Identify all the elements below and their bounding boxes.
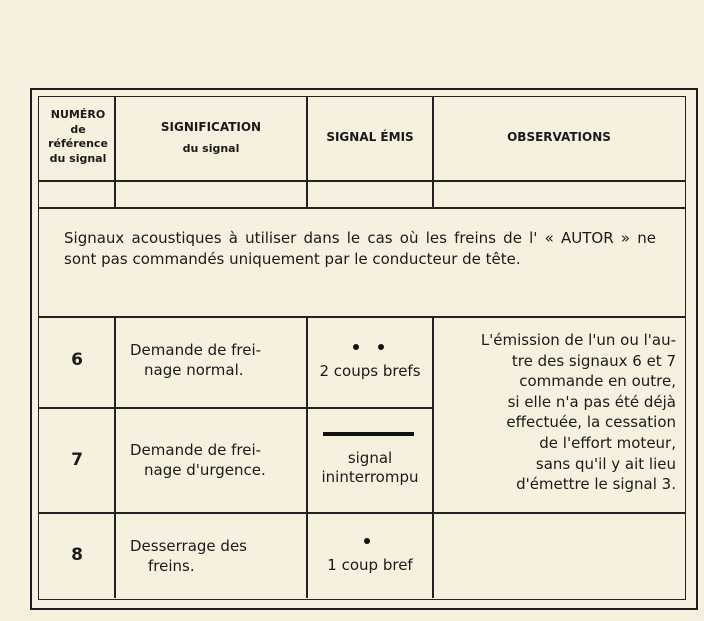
row-description: Desserrage des freins. <box>130 537 247 575</box>
col-divider-3 <box>432 96 434 208</box>
row-description: Demande de frei- nage normal. <box>130 341 262 379</box>
header-signal-emis: SIGNAL ÉMIS <box>326 130 414 144</box>
header-signification: SIGNIFICATION du signal <box>160 120 262 155</box>
short-beep-dot <box>353 344 359 350</box>
continuous-signal-bar <box>323 432 414 436</box>
row-number: 6 <box>71 350 83 370</box>
signal-label: signal ininterrompu <box>321 449 419 486</box>
row-description: Demande de frei- nage d'urgence. <box>130 441 266 479</box>
row-number: 7 <box>71 450 83 470</box>
section-note: Signaux acoustiques à utiliser dans le cas où les freins de l' « AUTOR » ne sont pas commandés uniquement par le conducteur de tête. <box>64 229 656 268</box>
header-rule-2 <box>38 207 685 209</box>
row-divider-2 <box>38 512 685 514</box>
band-rule <box>38 316 685 318</box>
short-beep-dot <box>364 538 370 544</box>
body-divider-1 <box>114 316 116 598</box>
header-rule <box>38 180 685 182</box>
signal-label: 2 coups brefs <box>319 362 421 380</box>
row-number: 8 <box>71 545 83 565</box>
header-numero: NUMÉRO de référence du signal <box>48 108 108 165</box>
observation-text: L'émission de l'un ou l'au- tre des signaux 6 et 7 commande en outre, si elle n'a pas été déjà effectuée, la cessation de l'effort moteur, sans qu'il y ait lieu d'émettre le signal 3. <box>480 331 676 494</box>
header-observations: OBSERVATIONS <box>507 130 611 144</box>
row-divider-1 <box>38 407 432 409</box>
col-divider-2 <box>306 96 308 208</box>
signal-label: 1 coup bref <box>327 556 413 574</box>
short-beep-dot <box>378 344 384 350</box>
